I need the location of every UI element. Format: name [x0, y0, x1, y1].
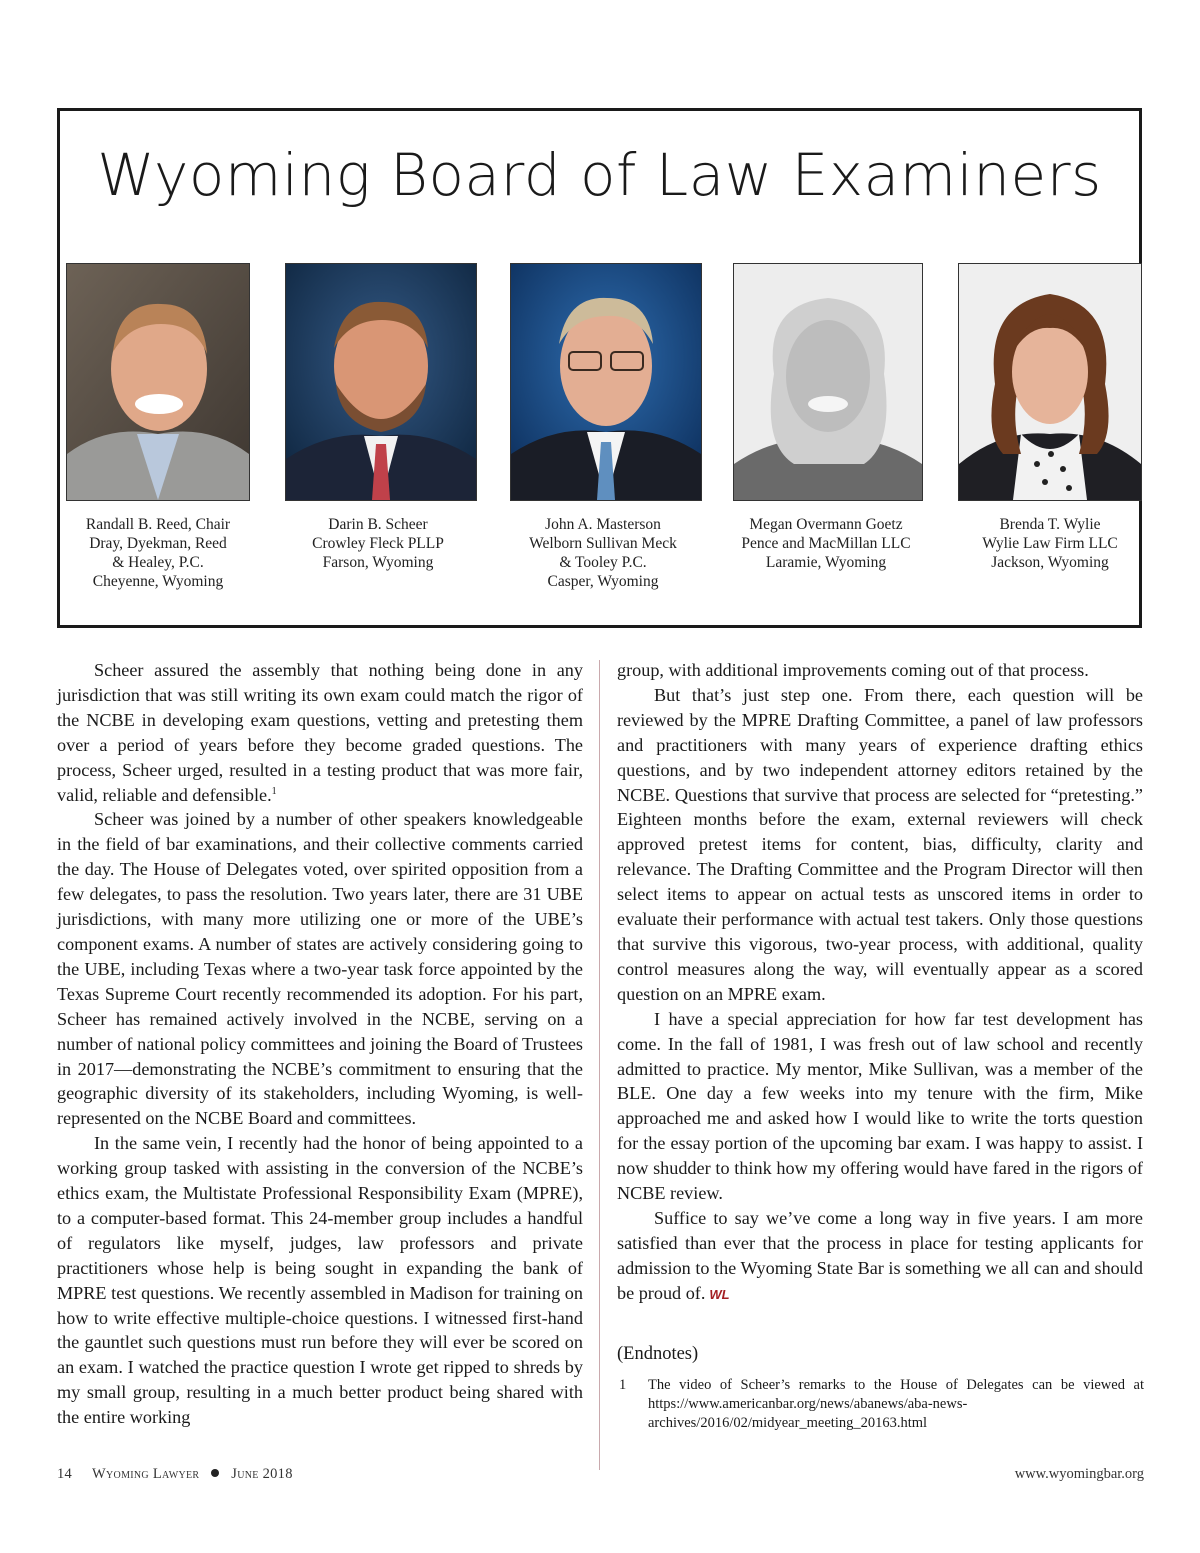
page-number: 14	[57, 1466, 73, 1482]
publication-name: Wyoming Lawyer	[92, 1466, 200, 1482]
paragraph: But that’s just step one. From there, each question will be reviewed by the MPRE Drafting Committee, a panel of law professors and practitioners with many years of experience drafting ethics questions, and by two independent attorney editors retained by the NCBE. Questions that survive that process are selected for “pretesting.” Eighteen months before the exam, external reviewers will check approved pretest items for content, bias, difficulty, clarity and relevance. The Drafting Committee and the Program Director will then select items to appear on actual tests as unscored items in order to evaluate their performance with actual test takers. Only those questions that survive this vigorous, two-year process, with additional, quality control measures along the way, will eventually appear as a scored question on an MPRE exam.	[617, 684, 1143, 1004]
article-column-right	[617, 658, 1143, 1308]
endnotes-heading: (Endnotes)	[617, 1344, 699, 1364]
endnote-text[interactable]: The video of Scheer’s remarks to the House of Delegates can be viewed at https://www.americanbar.org/news/abanews/aba-news-archives/2016/02/midyear_meeting_20163.html	[648, 1377, 1144, 1431]
issue-date: June 2018	[231, 1466, 293, 1482]
board-member-scheer	[285, 263, 471, 572]
bullet-icon	[211, 1469, 219, 1477]
member-photo	[510, 263, 702, 501]
website-link[interactable]: www.wyomingbar.org	[1014, 1466, 1144, 1482]
endnote-item	[617, 1376, 1144, 1433]
member-caption: Darin B. Scheer Crowley Fleck PLLP Farson, Wyoming	[312, 516, 444, 571]
board-member-masterson	[510, 263, 696, 591]
paragraph: Scheer was joined by a number of other speakers knowledgeable in the field of bar examinations, and their collective comments carried the day. The House of Delegates voted, over spirited opposition from a few delegates, to pass the resolution. Two years later, there are 31 UBE jurisdictions, with many more utilizing one or more of the UBE’s component exams. A number of states are actively considering going to the UBE, including Texas where a two-year task force appointed by the Texas Supreme Court recently recommended its adoption. For his part, Scheer has remained actively involved in the NCBE, serving on a number of national policy committees and joining the Board of Trustees in 2017—demonstrating the NCBE’s commitment to ensuring that the geographic diversity of its stakeholders, including Wyoming, is well-represented on the NCBE Board and committees.	[57, 809, 583, 1129]
column-divider	[599, 660, 600, 1470]
paragraph: In the same vein, I recently had the honor of being appointed to a working group tasked with assisting in the conversion of the NCBE’s ethics exam, the Multistate Professional Responsibility Exam (MPRE), to a computer-based format. This 24-member group includes a handful of regulators like myself, judges, law professors and private practitioners whose help is being sought in expanding the bank of MPRE test questions. We recently assembled in Madison for training on how to write effective multiple-choice questions. I witnessed first-hand the gauntlet such questions must run before they will ever be scored on an exam. I watched the practice question I wrote get ripped to shreds by my small group, resulting in a much better product being shared with the entire working	[57, 1133, 583, 1428]
board-member-reed	[65, 263, 251, 591]
footnote-ref[interactable]: 1	[271, 785, 277, 797]
paragraph: I have a special appreciation for how far test development has come. In the fall of 1981, I was fresh out of law school and recently admitted to practice. My mentor, Mike Sullivan, was a member of the BLE. One day a few weeks into my tenure with the firm, Mike approached me and asked how I would like to write the torts question for the essay portion of the upcoming bar exam. I was happy to assist. I now shudder to think how my offering would have fared in the rigors of NCBE review.	[617, 1008, 1143, 1204]
paragraph: Scheer assured the assembly that nothing being done in any jurisdiction that was still writing its own exam could match the rigor of the NCBE in developing exam questions, vetting and pretesting them over a period of years before they become graded questions. The process, Scheer urged, resulted in a testing product that was more fair, valid, reliable and defensible.$^1$	[57, 660, 583, 805]
paragraph: Suffice to say we’ve come a long way in five years. I am more satisfied than ever that the process in place for testing applicants for admission to the Wyoming State Bar is something we all can and should be proud of. WL	[617, 1207, 1143, 1303]
paragraph: group, with additional improvements coming out of that process.	[617, 660, 1089, 680]
member-caption: Brenda T. Wylie Wylie Law Firm LLC Jackson, Wyoming	[982, 516, 1118, 571]
member-caption: John A. Masterson Welborn Sullivan Meck & Tooley P.C. Casper, Wyoming	[529, 516, 677, 590]
member-photo	[733, 263, 923, 501]
board-member-wylie	[957, 263, 1143, 572]
member-photo	[66, 263, 250, 501]
member-photo	[958, 263, 1142, 501]
board-panel	[57, 108, 1142, 628]
endnote-number: 1	[619, 1377, 627, 1393]
member-caption: Megan Overmann Goetz Pence and MacMillan LLC Laramie, Wyoming	[741, 516, 911, 571]
article-column-left	[57, 658, 583, 1430]
board-member-goetz	[733, 263, 919, 572]
member-photo	[285, 263, 477, 501]
end-mark: WL	[709, 1286, 730, 1302]
board-title: Wyoming Board of Law Examiners	[97, 141, 1102, 209]
member-caption: Randall B. Reed, Chair Dray, Dyekman, Reed & Healey, P.C. Cheyenne, Wyoming	[85, 516, 231, 590]
page-footer-left	[57, 1466, 293, 1483]
